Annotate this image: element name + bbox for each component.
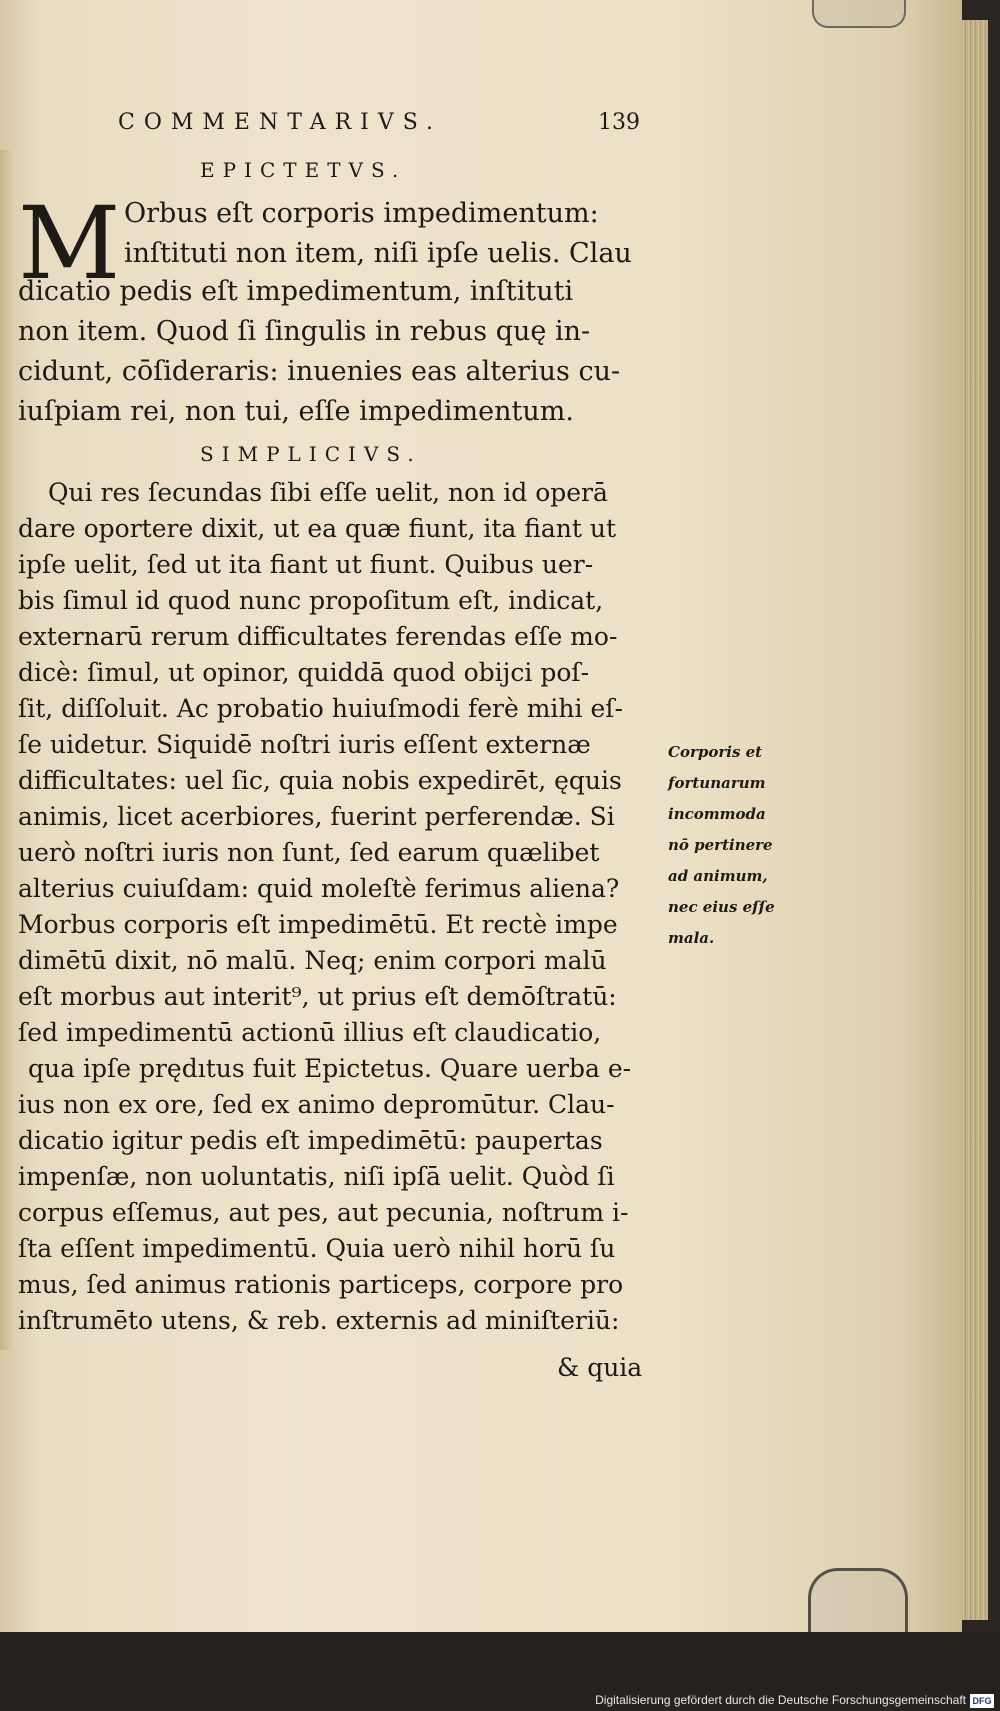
- text-line: Morbus corporis eſt impedimētū. Et rectè impe: [18, 910, 618, 939]
- drop-capital: M: [18, 185, 121, 302]
- book-clip-bottom: [808, 1568, 908, 1635]
- scanner-footer-band: [0, 1632, 1000, 1711]
- book-clip-top: [812, 0, 906, 28]
- text-line: animis, licet acerbiores, fuerint perferendæ. Si: [18, 802, 615, 831]
- marginal-note-line: incommoda: [668, 805, 766, 823]
- marginal-note-line: nec eius eſſe: [668, 898, 775, 916]
- text-line: Qui res ſecundas ſibi eſſe uelit, non id operā: [48, 478, 608, 507]
- text-line: bis ſimul id quod nunc propoſitum eſt, indicat,: [18, 586, 604, 615]
- text-line: ipſe uelit, ſed ut ita fiant ut fiunt. Quibus uer-: [18, 550, 594, 579]
- binding-gutter: [0, 150, 16, 1350]
- text-line: uerò noſtri iuris non ſunt, ſed earum quælibet: [18, 838, 600, 867]
- digitization-credit: Digitalisierung gefördert durch die Deutsche Forschungsgemeinschaft: [595, 1693, 966, 1707]
- text-line: inſtituti non item, niſi ipſe uelis. Clau: [124, 238, 632, 269]
- text-line: ius non ex ore, ſed ex animo depromūtur. Clau-: [18, 1090, 615, 1119]
- marginal-note-line: Corporis et: [668, 743, 763, 761]
- page-number: 139: [598, 110, 640, 135]
- text-line: eſt morbus aut interit⁹, ut prius eſt demōſtratū:: [18, 982, 617, 1011]
- text-line: dicè: ſimul, ut opinor, quiddā quod obijci poſ-: [18, 658, 590, 687]
- text-line: ſe uidetur. Siquidē noſtri iuris eſſent externæ: [18, 730, 591, 759]
- text-line: iuſpiam rei, non tui, eſſe impedimentum.: [18, 396, 574, 427]
- section-heading-simplicius: SIMPLICIVS.: [200, 442, 422, 466]
- dfg-logo: DFG: [970, 1694, 994, 1708]
- text-line: inſtrumēto utens, & reb. externis ad miniſteriū:: [18, 1306, 620, 1335]
- text-line: dimētū dixit, nō malū. Neq; enim corpori malū: [18, 946, 607, 975]
- text-line: dare oportere dixit, ut ea quæ fiunt, ita fiant ut: [18, 514, 617, 543]
- text-line: ſit, diſſoluit. Ac probatio huiuſmodi ferè mihi eſ-: [18, 694, 623, 723]
- running-head: COMMENTARIVS.: [118, 110, 443, 135]
- text-line: difficultates: uel ſic, quia nobis expedirēt, ęquis: [18, 766, 622, 795]
- text-line: mus, ſed animus rationis particeps, corpore pro: [18, 1270, 624, 1299]
- page-edges: [962, 20, 988, 1620]
- marginal-note: [668, 737, 808, 954]
- text-line: dicatio pedis eſt impedimentum, inſtituti: [18, 276, 574, 307]
- marginal-note-line: mala.: [668, 929, 715, 947]
- text-line: ſta eſſent impedimentū. Quia uerò nihil horū ſu: [18, 1234, 616, 1263]
- text-line: impenſæ, non uoluntatis, niſi ipſā uelit. Quòd ſi: [18, 1162, 615, 1191]
- section-heading-epictetus: EPICTETVS.: [200, 158, 407, 182]
- text-line: externarū rerum difficultates ferendas eſſe mo-: [18, 622, 618, 651]
- text-line: dicatio igitur pedis eſt impedimētū: paupertas: [18, 1126, 603, 1155]
- text-line: Orbus eſt corporis impedimentum:: [124, 198, 599, 229]
- text-line: cidunt, cōſideraris: inuenies eas alterius cu-: [18, 356, 621, 387]
- marginal-note-line: nō pertinere: [668, 836, 773, 854]
- text-line: qua ipſe prędıtus fuit Epictetus. Quare uerba e-: [28, 1054, 632, 1083]
- text-line: non item. Quod ſi ſingulis in rebus quę in-: [18, 316, 591, 347]
- text-line: ſed impedimentū actionū illius eſt claudicatio,: [18, 1018, 602, 1047]
- marginal-note-line: fortunarum: [668, 774, 766, 792]
- text-line: corpus eſſemus, aut pes, aut pecunia, noſtrum i-: [18, 1198, 629, 1227]
- marginal-note-line: ad animum,: [668, 867, 768, 885]
- text-line: alterius cuiuſdam: quid moleſtè ferimus aliena?: [18, 874, 620, 903]
- catchword: & quia: [557, 1353, 643, 1382]
